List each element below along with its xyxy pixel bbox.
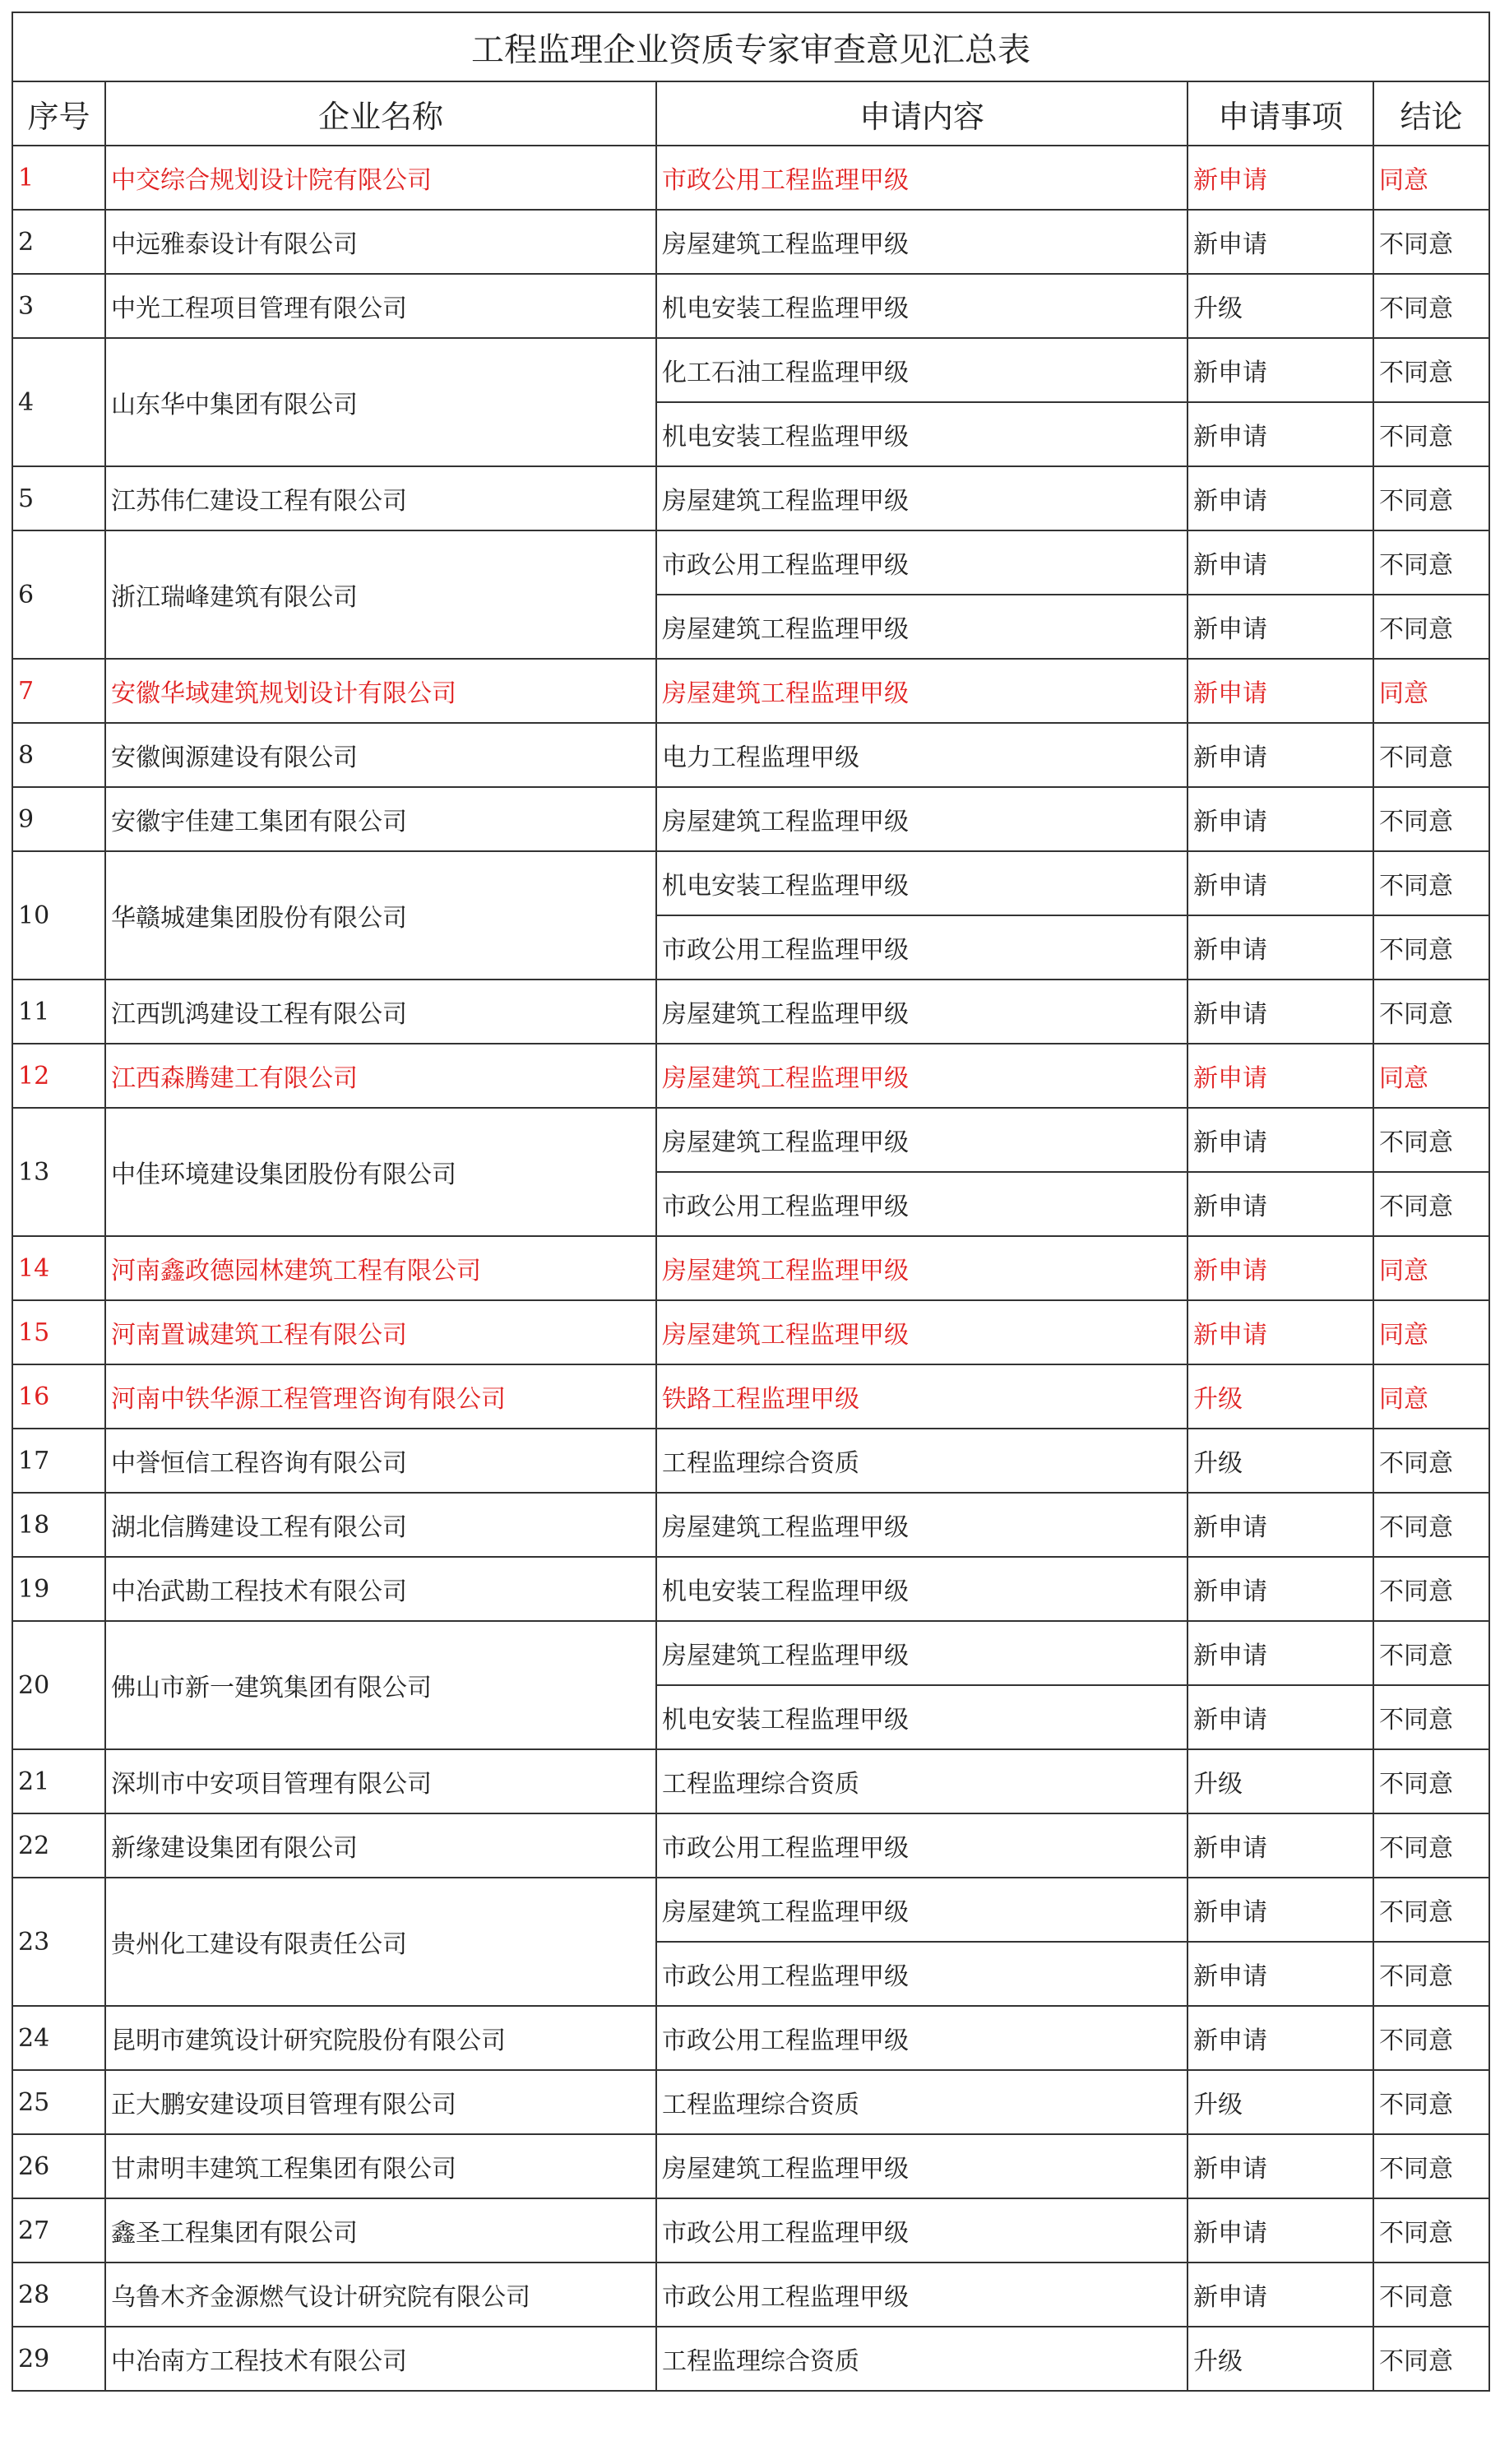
row-number: 8 xyxy=(12,723,105,787)
application-content: 房屋建筑工程监理甲级 xyxy=(656,980,1188,1044)
application-type: 新申请 xyxy=(1188,980,1373,1044)
table-row xyxy=(12,2134,1489,2198)
row-number: 3 xyxy=(12,274,105,338)
application-type: 新申请 xyxy=(1188,1878,1373,1942)
application-type: 新申请 xyxy=(1188,659,1373,723)
row-number: 13 xyxy=(12,1108,105,1236)
company-name: 中冶武勘工程技术有限公司 xyxy=(105,1557,656,1621)
review-result: 不同意 xyxy=(1373,787,1489,851)
table-row xyxy=(12,1493,1489,1557)
application-type: 新申请 xyxy=(1188,530,1373,595)
review-result: 不同意 xyxy=(1373,1493,1489,1557)
row-number: 28 xyxy=(12,2263,105,2327)
company-name: 浙江瑞峰建筑有限公司 xyxy=(105,530,656,659)
row-number: 16 xyxy=(12,1364,105,1429)
application-content: 房屋建筑工程监理甲级 xyxy=(656,210,1188,274)
table-row xyxy=(12,723,1489,787)
review-result: 不同意 xyxy=(1373,1749,1489,1813)
application-type: 新申请 xyxy=(1188,1172,1373,1236)
table-row xyxy=(12,2198,1489,2263)
review-result: 同意 xyxy=(1373,1364,1489,1429)
application-type: 新申请 xyxy=(1188,595,1373,659)
row-number: 14 xyxy=(12,1236,105,1300)
application-content: 机电安装工程监理甲级 xyxy=(656,1685,1188,1749)
review-result: 不同意 xyxy=(1373,2263,1489,2327)
application-content: 房屋建筑工程监理甲级 xyxy=(656,659,1188,723)
review-result: 同意 xyxy=(1373,1236,1489,1300)
review-result: 不同意 xyxy=(1373,1685,1489,1749)
application-content: 机电安装工程监理甲级 xyxy=(656,1557,1188,1621)
table-row xyxy=(12,1621,1489,1685)
header-company: 企业名称 xyxy=(105,81,656,146)
company-name: 山东华中集团有限公司 xyxy=(105,338,656,466)
review-result: 不同意 xyxy=(1373,1108,1489,1172)
row-number: 25 xyxy=(12,2070,105,2134)
row-number: 2 xyxy=(12,210,105,274)
application-content: 房屋建筑工程监理甲级 xyxy=(656,595,1188,659)
review-result: 不同意 xyxy=(1373,530,1489,595)
row-number: 4 xyxy=(12,338,105,466)
application-content: 房屋建筑工程监理甲级 xyxy=(656,1621,1188,1685)
company-name: 正大鹏安建设项目管理有限公司 xyxy=(105,2070,656,2134)
table-row xyxy=(12,1108,1489,1172)
application-type: 升级 xyxy=(1188,274,1373,338)
application-type: 新申请 xyxy=(1188,1493,1373,1557)
application-type: 新申请 xyxy=(1188,402,1373,466)
application-content: 铁路工程监理甲级 xyxy=(656,1364,1188,1429)
table-row xyxy=(12,1044,1489,1108)
table-row xyxy=(12,1557,1489,1621)
application-type: 新申请 xyxy=(1188,1557,1373,1621)
row-number: 15 xyxy=(12,1300,105,1364)
review-result: 不同意 xyxy=(1373,1813,1489,1878)
table-row xyxy=(12,1749,1489,1813)
application-content: 房屋建筑工程监理甲级 xyxy=(656,1236,1188,1300)
review-result: 不同意 xyxy=(1373,1878,1489,1942)
application-content: 化工石油工程监理甲级 xyxy=(656,338,1188,402)
review-result: 不同意 xyxy=(1373,2327,1489,2391)
company-name: 佛山市新一建筑集团有限公司 xyxy=(105,1621,656,1749)
application-content: 房屋建筑工程监理甲级 xyxy=(656,787,1188,851)
application-content: 机电安装工程监理甲级 xyxy=(656,402,1188,466)
application-content: 市政公用工程监理甲级 xyxy=(656,915,1188,980)
application-type: 新申请 xyxy=(1188,1621,1373,1685)
application-content: 房屋建筑工程监理甲级 xyxy=(656,466,1188,530)
application-type: 新申请 xyxy=(1188,1108,1373,1172)
application-content: 工程监理综合资质 xyxy=(656,1429,1188,1493)
company-name: 安徽华域建筑规划设计有限公司 xyxy=(105,659,656,723)
table-row xyxy=(12,1429,1489,1493)
company-name: 江西凯鸿建设工程有限公司 xyxy=(105,980,656,1044)
row-number: 12 xyxy=(12,1044,105,1108)
company-name: 中佳环境建设集团股份有限公司 xyxy=(105,1108,656,1236)
application-type: 新申请 xyxy=(1188,1300,1373,1364)
application-type: 新申请 xyxy=(1188,851,1373,915)
application-type: 新申请 xyxy=(1188,210,1373,274)
review-result: 同意 xyxy=(1373,1300,1489,1364)
application-type: 升级 xyxy=(1188,2070,1373,2134)
application-type: 新申请 xyxy=(1188,787,1373,851)
review-result: 不同意 xyxy=(1373,2070,1489,2134)
company-name: 中誉恒信工程咨询有限公司 xyxy=(105,1429,656,1493)
company-name: 河南置诚建筑工程有限公司 xyxy=(105,1300,656,1364)
table-row xyxy=(12,1878,1489,1942)
table-row xyxy=(12,787,1489,851)
company-name: 江西森腾建工有限公司 xyxy=(105,1044,656,1108)
application-content: 房屋建筑工程监理甲级 xyxy=(656,2134,1188,2198)
company-name: 深圳市中安项目管理有限公司 xyxy=(105,1749,656,1813)
company-name: 河南鑫政德园林建筑工程有限公司 xyxy=(105,1236,656,1300)
company-name: 贵州化工建设有限责任公司 xyxy=(105,1878,656,2006)
application-type: 升级 xyxy=(1188,1429,1373,1493)
application-content: 市政公用工程监理甲级 xyxy=(656,1172,1188,1236)
table-title: 工程监理企业资质专家审查意见汇总表 xyxy=(12,12,1489,81)
table-row xyxy=(12,851,1489,915)
row-number: 5 xyxy=(12,466,105,530)
review-result: 不同意 xyxy=(1373,1942,1489,2006)
table-row xyxy=(12,210,1489,274)
application-type: 升级 xyxy=(1188,1749,1373,1813)
table-row xyxy=(12,2070,1489,2134)
company-name: 中冶南方工程技术有限公司 xyxy=(105,2327,656,2391)
review-result: 不同意 xyxy=(1373,2006,1489,2070)
review-result: 不同意 xyxy=(1373,2198,1489,2263)
row-number: 7 xyxy=(12,659,105,723)
application-content: 机电安装工程监理甲级 xyxy=(656,274,1188,338)
application-type: 新申请 xyxy=(1188,338,1373,402)
table-row xyxy=(12,338,1489,402)
company-name: 新缘建设集团有限公司 xyxy=(105,1813,656,1878)
row-number: 24 xyxy=(12,2006,105,2070)
table-row xyxy=(12,146,1489,210)
application-type: 新申请 xyxy=(1188,466,1373,530)
row-number: 18 xyxy=(12,1493,105,1557)
company-name: 中远雅泰设计有限公司 xyxy=(105,210,656,274)
review-result: 不同意 xyxy=(1373,338,1489,402)
company-name: 江苏伟仁建设工程有限公司 xyxy=(105,466,656,530)
application-type: 新申请 xyxy=(1188,2006,1373,2070)
application-content: 市政公用工程监理甲级 xyxy=(656,1942,1188,2006)
application-type: 新申请 xyxy=(1188,1236,1373,1300)
company-name: 中光工程项目管理有限公司 xyxy=(105,274,656,338)
review-summary-table xyxy=(12,12,1490,2392)
review-result: 不同意 xyxy=(1373,1429,1489,1493)
row-number: 23 xyxy=(12,1878,105,2006)
header-no: 序号 xyxy=(12,81,105,146)
application-content: 房屋建筑工程监理甲级 xyxy=(656,1300,1188,1364)
table-body xyxy=(12,146,1489,2391)
review-result: 不同意 xyxy=(1373,274,1489,338)
application-content: 工程监理综合资质 xyxy=(656,2327,1188,2391)
table-row xyxy=(12,1364,1489,1429)
application-type: 新申请 xyxy=(1188,2198,1373,2263)
header-row xyxy=(12,81,1489,146)
company-name: 安徽宇佳建工集团有限公司 xyxy=(105,787,656,851)
table-row xyxy=(12,2006,1489,2070)
table-row xyxy=(12,2263,1489,2327)
company-name: 乌鲁木齐金源燃气设计研究院有限公司 xyxy=(105,2263,656,2327)
row-number: 26 xyxy=(12,2134,105,2198)
row-number: 10 xyxy=(12,851,105,980)
row-number: 29 xyxy=(12,2327,105,2391)
row-number: 27 xyxy=(12,2198,105,2263)
row-number: 1 xyxy=(12,146,105,210)
row-number: 22 xyxy=(12,1813,105,1878)
row-number: 21 xyxy=(12,1749,105,1813)
company-name: 甘肃明丰建筑工程集团有限公司 xyxy=(105,2134,656,2198)
application-type: 新申请 xyxy=(1188,1685,1373,1749)
application-content: 房屋建筑工程监理甲级 xyxy=(656,1493,1188,1557)
table-row xyxy=(12,980,1489,1044)
review-result: 同意 xyxy=(1373,1044,1489,1108)
review-result: 不同意 xyxy=(1373,595,1489,659)
company-name: 湖北信腾建设工程有限公司 xyxy=(105,1493,656,1557)
review-result: 不同意 xyxy=(1373,210,1489,274)
application-content: 工程监理综合资质 xyxy=(656,2070,1188,2134)
application-type: 新申请 xyxy=(1188,915,1373,980)
row-number: 20 xyxy=(12,1621,105,1749)
application-type: 新申请 xyxy=(1188,723,1373,787)
table-row xyxy=(12,1300,1489,1364)
table-row xyxy=(12,1813,1489,1878)
application-content: 工程监理综合资质 xyxy=(656,1749,1188,1813)
review-result: 不同意 xyxy=(1373,1557,1489,1621)
application-type: 新申请 xyxy=(1188,1813,1373,1878)
application-content: 市政公用工程监理甲级 xyxy=(656,146,1188,210)
review-result: 不同意 xyxy=(1373,2134,1489,2198)
review-result: 不同意 xyxy=(1373,851,1489,915)
application-type: 新申请 xyxy=(1188,2134,1373,2198)
review-result: 不同意 xyxy=(1373,466,1489,530)
application-content: 房屋建筑工程监理甲级 xyxy=(656,1044,1188,1108)
table-row xyxy=(12,659,1489,723)
review-result: 同意 xyxy=(1373,146,1489,210)
application-content: 房屋建筑工程监理甲级 xyxy=(656,1878,1188,1942)
company-name: 华赣城建集团股份有限公司 xyxy=(105,851,656,980)
row-number: 17 xyxy=(12,1429,105,1493)
company-name: 河南中铁华源工程管理咨询有限公司 xyxy=(105,1364,656,1429)
header-type: 申请事项 xyxy=(1188,81,1373,146)
company-name: 中交综合规划设计院有限公司 xyxy=(105,146,656,210)
application-type: 新申请 xyxy=(1188,2263,1373,2327)
application-content: 市政公用工程监理甲级 xyxy=(656,2263,1188,2327)
review-result: 不同意 xyxy=(1373,723,1489,787)
application-type: 新申请 xyxy=(1188,1942,1373,2006)
application-type: 升级 xyxy=(1188,1364,1373,1429)
application-content: 市政公用工程监理甲级 xyxy=(656,2006,1188,2070)
application-content: 市政公用工程监理甲级 xyxy=(656,2198,1188,2263)
review-result: 不同意 xyxy=(1373,1172,1489,1236)
table-row xyxy=(12,274,1489,338)
application-type: 新申请 xyxy=(1188,146,1373,210)
application-content: 市政公用工程监理甲级 xyxy=(656,530,1188,595)
review-result: 同意 xyxy=(1373,659,1489,723)
application-type: 升级 xyxy=(1188,2327,1373,2391)
company-name: 安徽闽源建设有限公司 xyxy=(105,723,656,787)
application-content: 房屋建筑工程监理甲级 xyxy=(656,1108,1188,1172)
header-result: 结论 xyxy=(1373,81,1489,146)
row-number: 9 xyxy=(12,787,105,851)
application-content: 机电安装工程监理甲级 xyxy=(656,851,1188,915)
table-row xyxy=(12,2327,1489,2391)
row-number: 6 xyxy=(12,530,105,659)
row-number: 19 xyxy=(12,1557,105,1621)
review-result: 不同意 xyxy=(1373,915,1489,980)
table-row xyxy=(12,1236,1489,1300)
application-content: 市政公用工程监理甲级 xyxy=(656,1813,1188,1878)
table-row xyxy=(12,530,1489,595)
company-name: 昆明市建筑设计研究院股份有限公司 xyxy=(105,2006,656,2070)
company-name: 鑫圣工程集团有限公司 xyxy=(105,2198,656,2263)
review-result: 不同意 xyxy=(1373,980,1489,1044)
application-content: 电力工程监理甲级 xyxy=(656,723,1188,787)
review-result: 不同意 xyxy=(1373,402,1489,466)
table-row xyxy=(12,466,1489,530)
row-number: 11 xyxy=(12,980,105,1044)
review-result: 不同意 xyxy=(1373,1621,1489,1685)
application-type: 新申请 xyxy=(1188,1044,1373,1108)
header-content: 申请内容 xyxy=(656,81,1188,146)
